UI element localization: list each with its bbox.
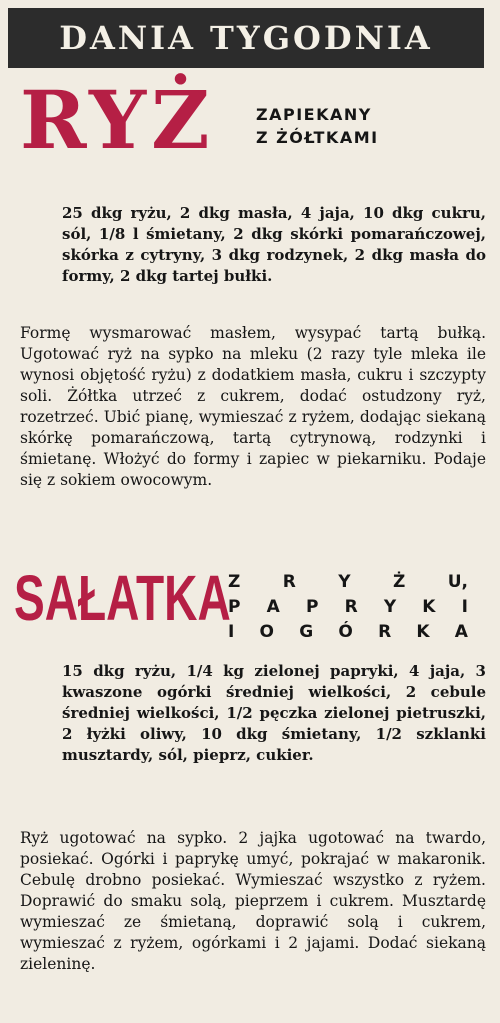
subtitle-letter: U, [447, 572, 468, 592]
subtitle-letter: K [422, 597, 436, 617]
subtitle-letter: Ż [392, 572, 406, 592]
recipe2-ingredients [62, 661, 486, 766]
recipe1-title: RYŻ [20, 73, 215, 167]
subtitle-letter: P [305, 597, 319, 617]
recipe1-ingredients [62, 203, 486, 287]
subtitle-letter: G [299, 622, 314, 642]
section-title: DANIA TYGODNIA [59, 19, 433, 57]
subtitle-letter: K [416, 622, 430, 642]
subtitle-letter: A [454, 622, 468, 642]
recipe1-subtitle [256, 103, 379, 149]
recipe1-instructions-text: Formę wysmarować masłem, wysypać tartą bułką. Ugotować ryż na sypko na mleku (2 razy tyle mleka ile wynosi objętość ryżu) z dodatkiem masła, cukru i szczypty soli. Żółtka utrzeć z cukrem, dodać ostudzony ryż, rozetrzeć. Ubić pianę, wymieszać z ryżem, dodając siekaną skórkę pomarańczową, tartą cytrynową, rodzynki i śmietanę. Włożyć do formy i zapiec w piekarniku. Podaje się z sokiem owocowym. [20, 324, 486, 489]
section-banner [8, 8, 484, 68]
recipe1-ingredients-text: 25 dkg ryżu, 2 dkg masła, 4 jaja, 10 dkg cukru, sól, 1/8 l śmietany, 2 dkg skórki pomarańczowej, skórka z cytryny, 3 dkg rodzynek, 2 dkg masła do formy, 2 dkg tartej bułki. [62, 204, 486, 285]
recipe2-ingredients-text: 15 dkg ryżu, 1/4 kg zielonej papryki, 4 jaja, 3 kwaszone ogórki średniej wielkości, 2 cebule średniej wielkości, 1/2 pęczka zielonej pietruszki, 2 łyżki oliwy, 10 dkg śmietany, 1/2 szklanki musztardy, sól, pieprz, cukier. [62, 662, 486, 764]
subtitle-letter: I [228, 622, 235, 642]
recipe1-subtitle-line2: Z ŻÓŁTKAMI [256, 128, 379, 147]
recipe2-subtitle-line1 [228, 570, 468, 595]
subtitle-letter: Z [228, 572, 241, 592]
recipe2-instructions [20, 828, 486, 975]
subtitle-letter: R [378, 622, 392, 642]
subtitle-letter: R [282, 572, 296, 592]
subtitle-letter: I [461, 597, 468, 617]
subtitle-letter: Ó [338, 622, 353, 642]
subtitle-letter: R [344, 597, 358, 617]
subtitle-letter: O [259, 622, 274, 642]
recipe1-subtitle-line1: ZAPIEKANY [256, 105, 372, 124]
subtitle-letter: P [228, 597, 241, 617]
recipe2-subtitle-line3 [228, 620, 468, 645]
recipe1-instructions [20, 323, 486, 491]
recipe2-instructions-text: Ryż ugotować na sypko. 2 jajka ugotować na twardo, posiekać. Ogórki i paprykę umyć, pokrajać w makaronik. Cebulę drobno posiekać. Wymieszać wszystko z ryżem. Doprawić do smaku solą, pieprzem i cukrem. Musztardę wymieszać ze śmietaną, doprawić solą i cukrem, wymieszać z ryżem, ogórkami i 2 jajami. Dodać siekaną zieleninę. [20, 829, 486, 973]
subtitle-letter: A [266, 597, 280, 617]
recipe2-subtitle [228, 570, 468, 645]
recipe2-subtitle-line2 [228, 595, 468, 620]
recipe2-title: SAŁATKA [14, 562, 231, 634]
subtitle-letter: Y [383, 597, 397, 617]
subtitle-letter: Y [338, 572, 351, 592]
